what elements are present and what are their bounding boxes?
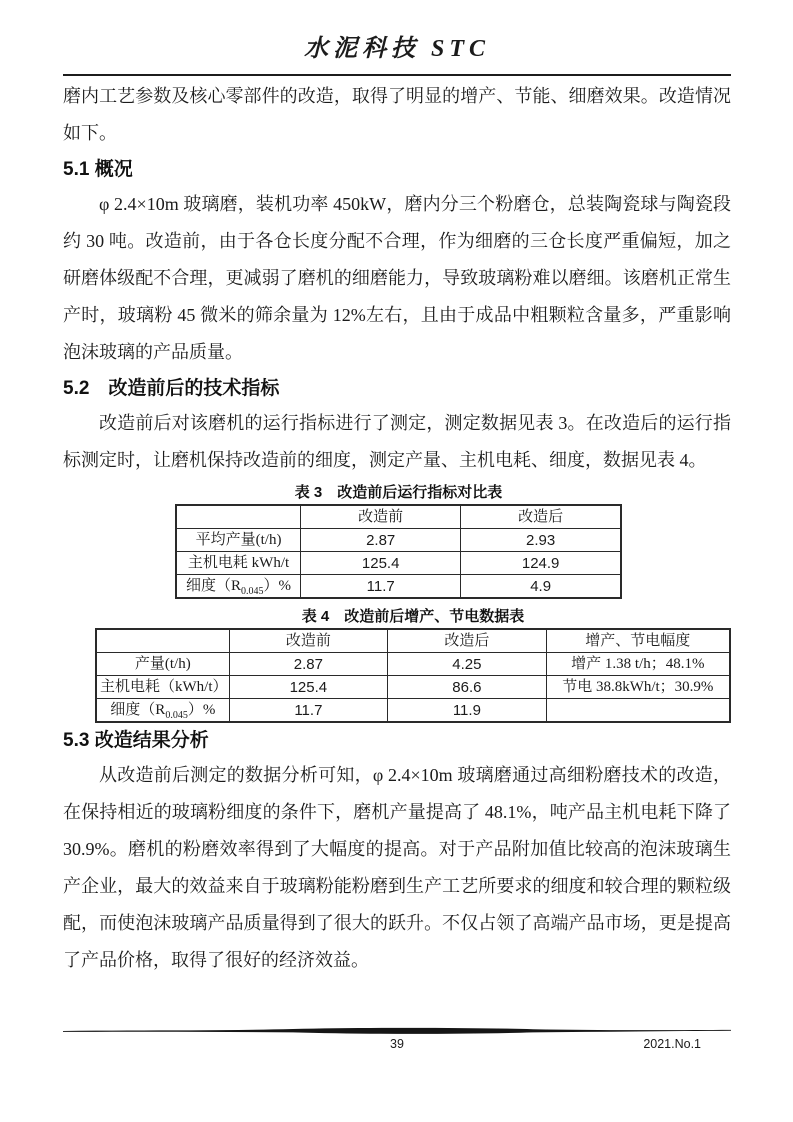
table4-row-label — [96, 699, 229, 723]
table4-header-empty — [96, 629, 229, 653]
table3-cell-value: 11.7 — [301, 575, 461, 599]
fineness-label-subscript: 0.045 — [241, 585, 264, 597]
table-row — [176, 575, 621, 599]
table4-row-label: 主机电耗（kWh/t） — [96, 676, 229, 699]
header-rule — [63, 74, 731, 76]
page-number: 39 — [390, 1037, 404, 1051]
table-row — [176, 505, 621, 529]
table4-cell-value: 11.7 — [229, 699, 388, 723]
table3-header-after: 改造后 — [461, 505, 621, 529]
table3-comparison-table — [175, 504, 622, 599]
table-row — [96, 676, 730, 699]
table3-cell-value: 4.9 — [461, 575, 621, 599]
table3-caption: 表 3 改造前后运行指标对比表 — [294, 484, 503, 501]
section-heading-5-3: 5.3 改造结果分析 — [63, 730, 209, 751]
table4-cell-value: 125.4 — [229, 676, 388, 699]
fineness-label-pre: 细度（R — [110, 701, 166, 718]
section-5-2-paragraph: 改造前后对该磨机的运行指标进行了测定，测定数据见表 3。在改造后的运行指标测定时，让磨机保持改造前的细度，测定产量、主机电耗、细度，数据见表 4。 — [63, 413, 731, 470]
fineness-label-pre: 细度（R — [186, 577, 242, 594]
issue-label: 2021.No.1 — [643, 1037, 701, 1051]
table4-gains-table — [95, 628, 731, 723]
section-5-3-paragraph: 从改造前后测定的数据分析可知，φ 2.4×10m 玻璃磨通过高细粉磨技术的改造，在保持相近的玻璃粉细度的条件下，磨机产量提高了 48.1%，吨产品主机电耗下降了 30.9%。磨机的粉磨效率得到了大幅度的提高。对于产品附加值比较高的泡沫玻璃生产企业，最大的效益来自于玻璃粉能粉磨到生产工艺所要求的细度和较合理的颗粒级配，而使泡沫玻璃产品质量得到了很大的跃升。不仅占领了高端产品市场，更是提高了产品价格，取得了很好的经济效益。 — [63, 765, 731, 970]
table4-cell-value: 86.6 — [388, 676, 547, 699]
table4-cell-delta: 节电 38.8kWh/t；30.9% — [546, 676, 730, 699]
fineness-label-subscript: 0.045 — [165, 709, 188, 721]
table3-row-label: 主机电耗 kWh/t — [176, 552, 301, 575]
table3-header-before: 改造前 — [301, 505, 461, 529]
table-row — [176, 552, 621, 575]
page-header — [63, 34, 731, 76]
section-heading-5-1: 5.1 概况 — [63, 159, 133, 180]
fineness-label-post: ）% — [263, 577, 292, 594]
table4-header-after: 改造后 — [388, 629, 547, 653]
journal-title: 水泥科技 STC — [303, 36, 490, 62]
table3-cell-value: 2.87 — [301, 529, 461, 552]
table3-header-empty — [176, 505, 301, 529]
table4-header-before: 改造前 — [229, 629, 388, 653]
table-row — [96, 629, 730, 653]
fineness-label-post: ）% — [187, 701, 216, 718]
section-5-1-paragraph: φ 2.4×10m 玻璃磨，装机功率 450kW，磨内分三个粉磨仓，总装陶瓷球与陶瓷段约 30 吨。改造前，由于各仓长度分配不合理，作为细磨的三仓长度严重偏短，加之研磨体级配不合理，更减弱了磨机的细磨能力，导致玻璃粉难以磨细。该磨机正常生产时，玻璃粉 45 微米的筛余量为 12%左右，且由于成品中粗颗粒含量多，严重影响泡沫玻璃的产品质量。 — [63, 194, 731, 362]
table-row — [96, 653, 730, 676]
table4-caption: 表 4 改造前后增产、节电数据表 — [301, 608, 525, 625]
table4-header-delta: 增产、节电幅度 — [546, 629, 730, 653]
footer-meta — [63, 1037, 731, 1051]
table4-cell-value: 11.9 — [388, 699, 547, 723]
intro-paragraph: 磨内工艺参数及核心零部件的改造，取得了明显的增产、节能、细磨效果。改造情况如下。 — [63, 86, 731, 143]
table3-row-label: 平均产量(t/h) — [176, 529, 301, 552]
table3-cell-value: 125.4 — [301, 552, 461, 575]
page-footer — [63, 1026, 731, 1051]
table4-cell-delta — [546, 699, 730, 723]
table4-cell-value: 2.87 — [229, 653, 388, 676]
footer-rule-flourish — [63, 1026, 731, 1036]
table3-cell-value: 2.93 — [461, 529, 621, 552]
table4-cell-value: 4.25 — [388, 653, 547, 676]
section-heading-5-2: 5.2 改造前后的技术指标 — [63, 378, 280, 399]
table-row — [96, 699, 730, 723]
table3-cell-value: 124.9 — [461, 552, 621, 575]
table4-row-label: 产量(t/h) — [96, 653, 229, 676]
table3-row-label — [176, 575, 301, 599]
table4-cell-delta: 增产 1.38 t/h；48.1% — [546, 653, 730, 676]
table-row — [176, 529, 621, 552]
